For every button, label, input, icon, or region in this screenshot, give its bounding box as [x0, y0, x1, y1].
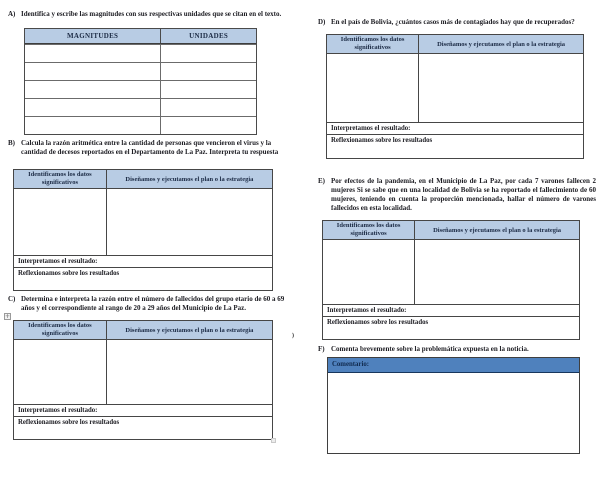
strategy-table-body [327, 54, 583, 122]
magnitud-cell[interactable] [25, 45, 161, 62]
magnitud-cell[interactable] [25, 81, 161, 98]
plan-cell[interactable] [107, 189, 272, 255]
strategy-table-e [322, 220, 580, 340]
interpret-row[interactable]: Interpretamos el resultado: [14, 404, 272, 416]
identificamos-header-cell: Identificamos los datos significativos [327, 35, 419, 53]
datos-cell[interactable] [327, 54, 419, 122]
strategy-table-b [13, 169, 273, 291]
interpret-row[interactable]: Interpretamos el resultado: [327, 122, 583, 134]
disenamos-header-cell: Diseñamos y ejecutamos el plan o la estrategia [433, 226, 562, 234]
datos-cell[interactable] [14, 189, 107, 255]
strategy-table-header [327, 35, 583, 54]
item-d-prompt [318, 18, 596, 27]
magnitud-cell[interactable] [25, 117, 161, 134]
item-c-marker: C) [8, 295, 16, 303]
magnitudes-table-header [25, 29, 256, 44]
reflect-row[interactable]: Reflexionamos sobre los resultados [323, 316, 579, 339]
reflect-row[interactable]: Reflexionamos sobre los resultados [14, 416, 272, 439]
plan-cell[interactable] [415, 240, 579, 304]
identificamos-header-cell: Identificamos los datos significativos [323, 221, 415, 239]
strategy-table-header [14, 321, 272, 340]
plan-cell[interactable] [419, 54, 583, 122]
datos-cell[interactable] [323, 240, 415, 304]
item-a-marker: A) [8, 10, 16, 18]
strategy-table-header [323, 221, 579, 240]
table-row [25, 98, 256, 116]
item-c-prompt [8, 295, 298, 313]
reflect-row[interactable]: Reflexionamos sobre los resultados [14, 267, 272, 290]
disenamos-header-cell: Diseñamos y ejecutamos el plan o la estrategia [437, 40, 566, 48]
unidad-cell[interactable] [161, 45, 256, 62]
item-f-text: Comenta brevemente sobre la problemática expuesta en la noticia. [331, 345, 529, 353]
table-row [25, 62, 256, 80]
item-f-prompt [318, 345, 596, 354]
item-a-prompt [8, 10, 295, 19]
magnitudes-table [24, 28, 257, 135]
item-a-text: Identifica y escribe las magnitudes con sus respectivas unidades que se citan en el texto. [21, 10, 282, 18]
item-b-marker: B) [8, 139, 15, 147]
page-artifact: ) [292, 333, 294, 339]
table-resize-handle[interactable] [271, 438, 276, 443]
comment-box [327, 357, 580, 454]
magnitud-cell[interactable] [25, 99, 161, 116]
item-b-text: Calcula la razón aritmética entre la cantidad de personas que vencieron el virus y la cantidad de decesos reportados en el Departamento de La Paz. Interpreta tu respuesta [21, 139, 279, 156]
item-f-marker: F) [318, 345, 325, 353]
strategy-table-body [323, 240, 579, 304]
identificamos-header-cell: Identificamos los datos significativos [14, 321, 107, 339]
strategy-table-d [326, 34, 584, 159]
table-row [25, 80, 256, 98]
plan-cell[interactable] [107, 340, 272, 404]
interpret-row[interactable]: Interpretamos el resultado: [323, 304, 579, 316]
strategy-table-body [14, 340, 272, 404]
disenamos-header-cell: Diseñamos y ejecutamos el plan o la estrategia [125, 175, 254, 183]
reflect-row[interactable]: Reflexionamos sobre los resultados [327, 134, 583, 158]
table-row [25, 116, 256, 134]
datos-cell[interactable] [14, 340, 107, 404]
interpret-row[interactable]: Interpretamos el resultado: [14, 255, 272, 267]
magnitudes-header-cell: MAGNITUDES [25, 29, 161, 43]
comment-box-header: Comentario: [328, 358, 579, 373]
unidad-cell[interactable] [161, 63, 256, 80]
item-e-text: Por efectos de la pandemia, en el Municipio de La Paz, por cada 7 varones fallecen 2 mujeres Si se sabe que en una localidad de Bolivia se ha reportado el fallecimiento de 60 mujeres, teniendo en cuenta la proporción mencionada, hallar el número de varones fallecidos en esta localidad. [331, 177, 596, 212]
item-e-marker: E) [318, 177, 325, 185]
item-d-marker: D) [318, 18, 326, 26]
identificamos-header-cell: Identificamos los datos significativos [14, 170, 107, 188]
unidad-cell[interactable] [161, 81, 256, 98]
item-b-prompt [8, 139, 293, 157]
magnitud-cell[interactable] [25, 63, 161, 80]
unidad-cell[interactable] [161, 99, 256, 116]
strategy-table-body [14, 189, 272, 255]
table-row [25, 44, 256, 62]
unidades-header-cell: UNIDADES [189, 32, 229, 40]
strategy-table-header [14, 170, 272, 189]
disenamos-header-cell: Diseñamos y ejecutamos el plan o la estrategia [125, 326, 254, 334]
comment-cell[interactable] [328, 373, 579, 455]
item-e-prompt [318, 177, 596, 213]
table-move-handle-icon[interactable]: + [5, 313, 11, 320]
item-d-text: En el país de Bolivia, ¿cuántos casos más de contagiados hay que de recuperados? [331, 18, 575, 26]
unidad-cell[interactable] [161, 117, 256, 134]
strategy-table-c [13, 320, 273, 440]
item-c-text: Determina e interpreta la razón entre el número de fallecidos del grupo etario de 60 a 69 años y el correspondiente al rango de 20 a 29 años del Municipio de La Paz. [21, 295, 285, 312]
